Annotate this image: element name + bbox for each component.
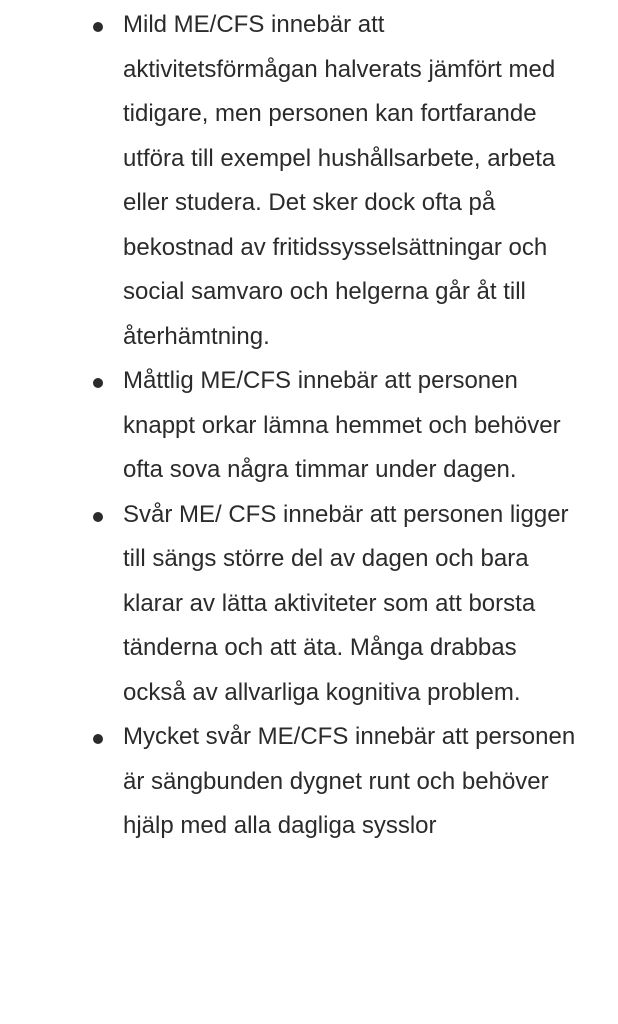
list-item-very-severe: Mycket svår ME/CFS innebär att personen är sängbunden dygnet runt och behöver hjälp med alla dagliga sysslor bbox=[0, 715, 618, 849]
list-item-severe: Svår ME/ CFS innebär att personen ligger till sängs större del av dagen och bara klarar av lätta aktiviteter som att borsta tänderna och att äta. Många drabbas också av allvarliga kognitiva problem. bbox=[0, 493, 618, 716]
list-item-mild: Mild ME/CFS innebär att aktivitetsförmågan halverats jämfört med tidigare, men personen kan fortfarande utföra till exempel hushållsarbete, arbeta eller studera. Det sker dock ofta på bekostnad av fritidssysselsättningar och social samvaro och helgerna går åt till återhämtning. bbox=[0, 3, 618, 359]
list-item-moderate: Måttlig ME/CFS innebär att personen knappt orkar lämna hemmet och behöver ofta sova några timmar under dagen. bbox=[0, 359, 618, 493]
severity-list bbox=[0, 3, 618, 849]
